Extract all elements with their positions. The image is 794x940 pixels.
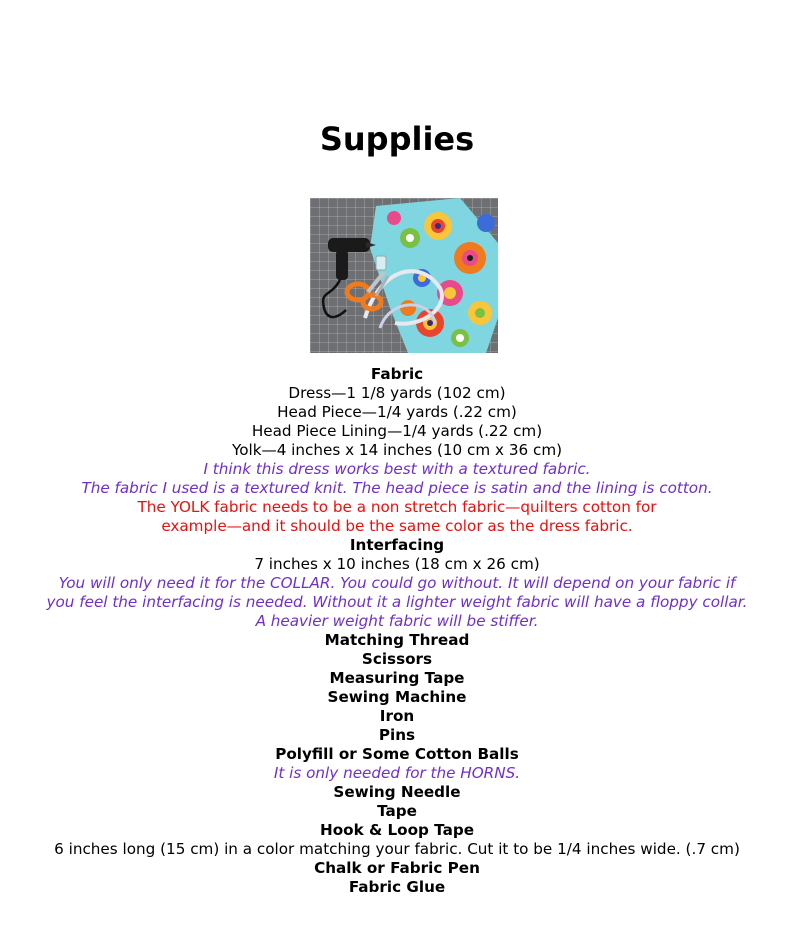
fabric-item: Yolk—4 inches x 14 inches (10 cm x 36 cm) xyxy=(231,441,563,459)
supplies-list xyxy=(0,365,794,897)
interfacing-note: You will only need it for the COLLAR. You could go without. It will depend on your fabric if xyxy=(58,574,736,592)
fabric-heading: Fabric xyxy=(370,365,424,383)
supply-scissors: Scissors xyxy=(361,650,433,668)
supply-sewing-machine: Sewing Machine xyxy=(327,688,467,706)
page-title: Supplies xyxy=(319,120,475,158)
interfacing-heading: Interfacing xyxy=(349,536,445,554)
fabric-item: Head Piece Lining—1/4 yards (.22 cm) xyxy=(251,422,543,440)
supply-sewing-needle: Sewing Needle xyxy=(333,783,461,801)
thread-spool xyxy=(376,256,386,270)
supply-matching-thread: Matching Thread xyxy=(324,631,470,649)
supply-tape: Tape xyxy=(377,802,417,820)
supply-measuring-tape: Measuring Tape xyxy=(329,669,465,687)
polyfill-note: It is only needed for the HORNS. xyxy=(273,764,521,782)
interfacing-note: A heavier weight fabric will be stiffer. xyxy=(255,612,539,630)
hook-loop-detail: 6 inches long (15 cm) in a color matching your fabric. Cut it to be 1/4 inches wide. (.7 cm) xyxy=(54,840,740,858)
interfacing-size: 7 inches x 10 inches (18 cm x 26 cm) xyxy=(254,555,540,573)
supplies-photo-illustration xyxy=(310,198,498,353)
yolk-warning: example—and it should be the same color as the dress fabric. xyxy=(161,517,633,535)
supply-polyfill: Polyfill or Some Cotton Balls xyxy=(275,745,519,763)
interfacing-note: you feel the interfacing is needed. Without it a lighter weight fabric will have a floppy collar. xyxy=(46,593,748,611)
fabric-note: The fabric I used is a textured knit. The head piece is satin and the lining is cotton. xyxy=(81,479,713,497)
supply-pins: Pins xyxy=(378,726,416,744)
fabric-item: Head Piece—1/4 yards (.22 cm) xyxy=(277,403,517,421)
supply-chalk-pen: Chalk or Fabric Pen xyxy=(314,859,480,877)
supply-hook-loop-tape: Hook & Loop Tape xyxy=(319,821,475,839)
supplies-photo xyxy=(310,198,498,353)
scissors xyxy=(347,272,388,309)
supply-fabric-glue: Fabric Glue xyxy=(348,878,446,896)
fabric-item: Dress—1 1/8 yards (102 cm) xyxy=(288,384,506,402)
fabric-note: I think this dress works best with a textured fabric. xyxy=(203,460,591,478)
supply-iron: Iron xyxy=(379,707,415,725)
yolk-warning: The YOLK fabric needs to be a non stretch fabric—quilters cotton for xyxy=(137,498,657,516)
